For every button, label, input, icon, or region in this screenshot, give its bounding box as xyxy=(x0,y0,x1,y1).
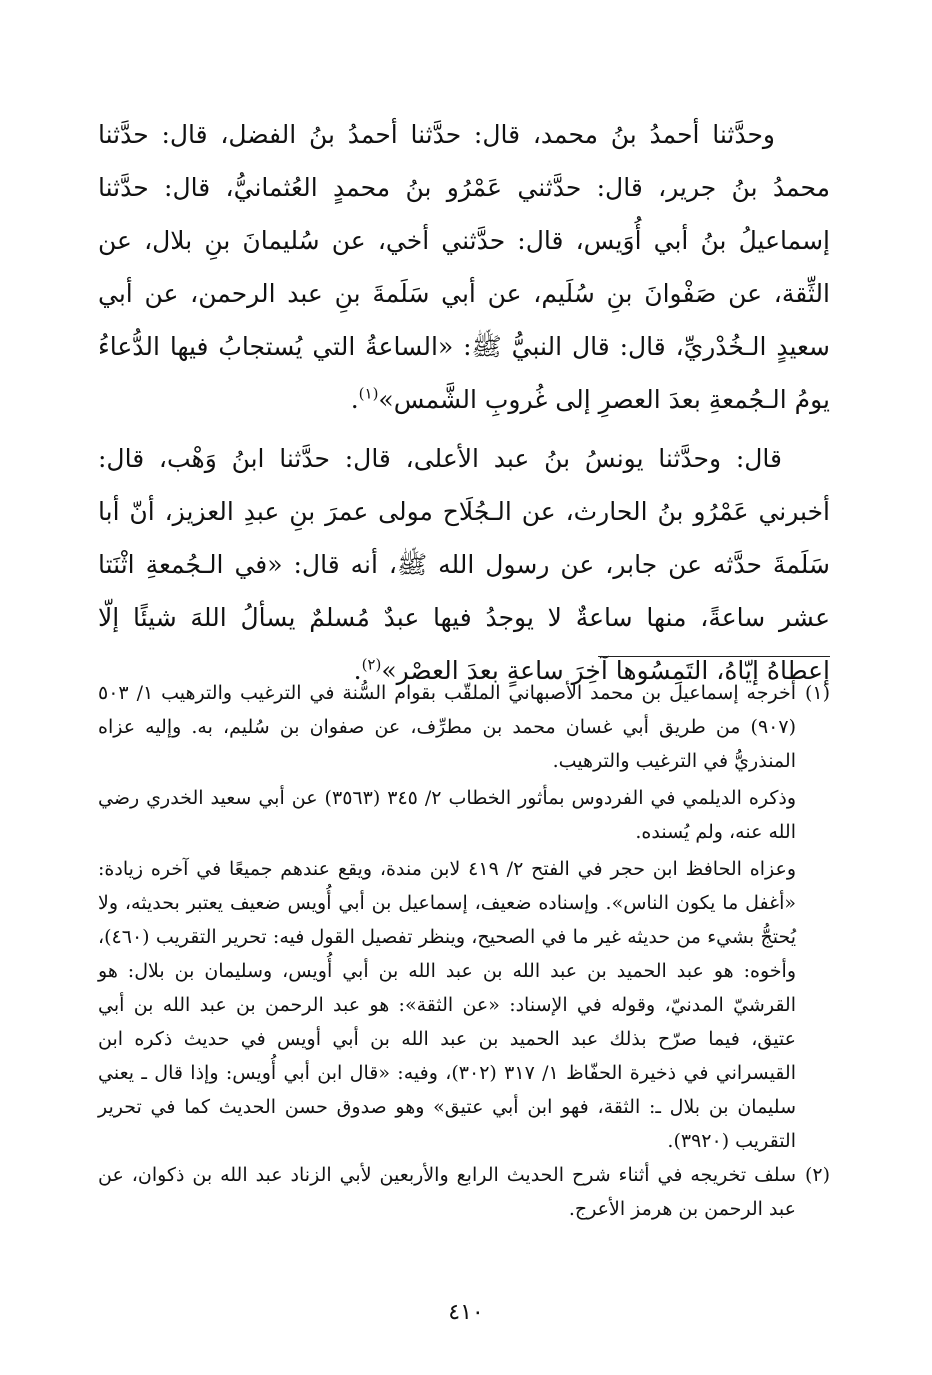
page-number: ٤١٠ xyxy=(448,1300,484,1325)
footnote-number: (١) xyxy=(804,682,830,704)
paragraph-text: وحدَّثنا أحمدُ بنُ محمد، قال: حدَّثنا أحمدُ بنُ الفضل، قال: حدَّثنا محمدُ بنُ جرير، قال: حدَّثني عَمْرُو بنُ محمدٍ العُثمانيُّ، قال: حدَّثنا إسماعيلُ بنُ أبي أُوَيس، قال: حدَّثني أخي، عن سُليمانَ بنِ بلال، عن الثِّقة، عن صَفْوانَ بنِ سُلَيم، عن أبي سَلَمةَ بنِ عبد الرحمن، عن أبي سعيدٍ الـخُدْريِّ، قال: قال النبيُّ ﷺ: «الساعةُ التي يُستجابُ فيها الدُّعاءُ يومُ الـجُمعةِ بعدَ العصرِ إلى غُروبِ الشَّمس» xyxy=(98,120,830,414)
footnote-reference[interactable]: (٢) xyxy=(361,655,382,674)
footnote-number: (٢) xyxy=(804,1164,830,1186)
footnote-paragraph: وذكره الديلمي في الفردوس بمأثور الخطاب ٢/ ٣٤٥ (٣٥٦٣) عن أبي سعيد الخدري رضي الله عنه، ولم يُسنده. xyxy=(98,787,796,843)
paragraph-text: قال: وحدَّثنا يونسُ بنُ عبد الأعلى، قال: حدَّثنا ابنُ وَهْب، قال: أخبرني عَمْرُو بنُ الحارث، عن الـجُلَاح مولى عمرَ بنِ عبدِ العزيز، أنّ أبا سَلَمةَ حدَّثه عن جابر، عن رسول الله ﷺ، أنه قال: «في الـجُمعةِ اثْنَتا عشر ساعةً، منها ساعةٌ لا يوجدُ فيها عبدٌ مُسلمٌ يسألُ اللهَ شيئًا إلّا إعطاهُ إيّاهُ، التَمِسُوها آخِرَ ساعةٍ بعدَ العصْر» xyxy=(98,444,830,685)
footnote-paragraph: أخرجه إسماعيل بن محمد الأصبهاني الملقّب بقوام السُّنة في الترغيب والترهيب ١/ ٥٠٣ (٩٠٧) من طريق أبي غسان محمد بن مطرِّف، عن صفوان بن سُليم، به. وإليه عزاه المنذريُّ في الترغيب والترهيب. xyxy=(98,682,796,772)
paragraph-end: . xyxy=(353,656,362,685)
footnote-reference[interactable]: (١) xyxy=(358,384,379,403)
paragraph-end: . xyxy=(350,385,359,414)
footnote-2 xyxy=(98,1158,830,1226)
footnote-1 xyxy=(98,676,830,1158)
footnote-paragraph: سلف تخريجه في أثناء شرح الحديث الرابع والأربعين لأبي الزناد عبد الله بن ذكوان، عن عبد الرحمن بن هرمز الأعرج. xyxy=(98,1164,796,1220)
footnote-separator xyxy=(598,656,830,657)
footnotes xyxy=(98,676,830,1226)
main-paragraph xyxy=(98,432,830,697)
main-paragraph xyxy=(98,108,830,426)
main-text xyxy=(98,108,830,703)
footnote-paragraph: وعزاه الحافظ ابن حجر في الفتح ٢/ ٤١٩ لابن مندة، ويقع عندهم جميعًا في آخره زيادة: «أغفل ما يكون الناس». وإسناده ضعيف، إسماعيل بن أبي أُويس ضعيف يعتبر بحديثه، ولا يُحتجُّ بشيء من حديثه غير ما في الصحيح، وينظر تفصيل القول فيه: تحرير التقريب (٤٦٠)، وأخوه: هو عبد الحميد بن عبد الله بن عبد الله بن أبي أُويس، وسليمان بن بلال: هو القرشيّ المدنيّ، وقوله في الإسناد: «عن الثقة»: هو عبد الرحمن بن عبد الله بن أبي عتيق، فيما صرّح بذلك عبد الحميد بن عبد الله بن أبي أويس في حديث ذكره ابن القيسراني في ذخيرة الحفّاظ ١/ ٣١٧ (٣٠٢)، وفيه: «قال ابن أبي أُويس: وإذا قال ـ يعني سليمان بن بلال ـ: الثقة، فهو ابن أبي عتيق» وهو صدوق حسن الحديث كما في تحرير التقريب (٣٩٢٠). xyxy=(98,858,797,1152)
